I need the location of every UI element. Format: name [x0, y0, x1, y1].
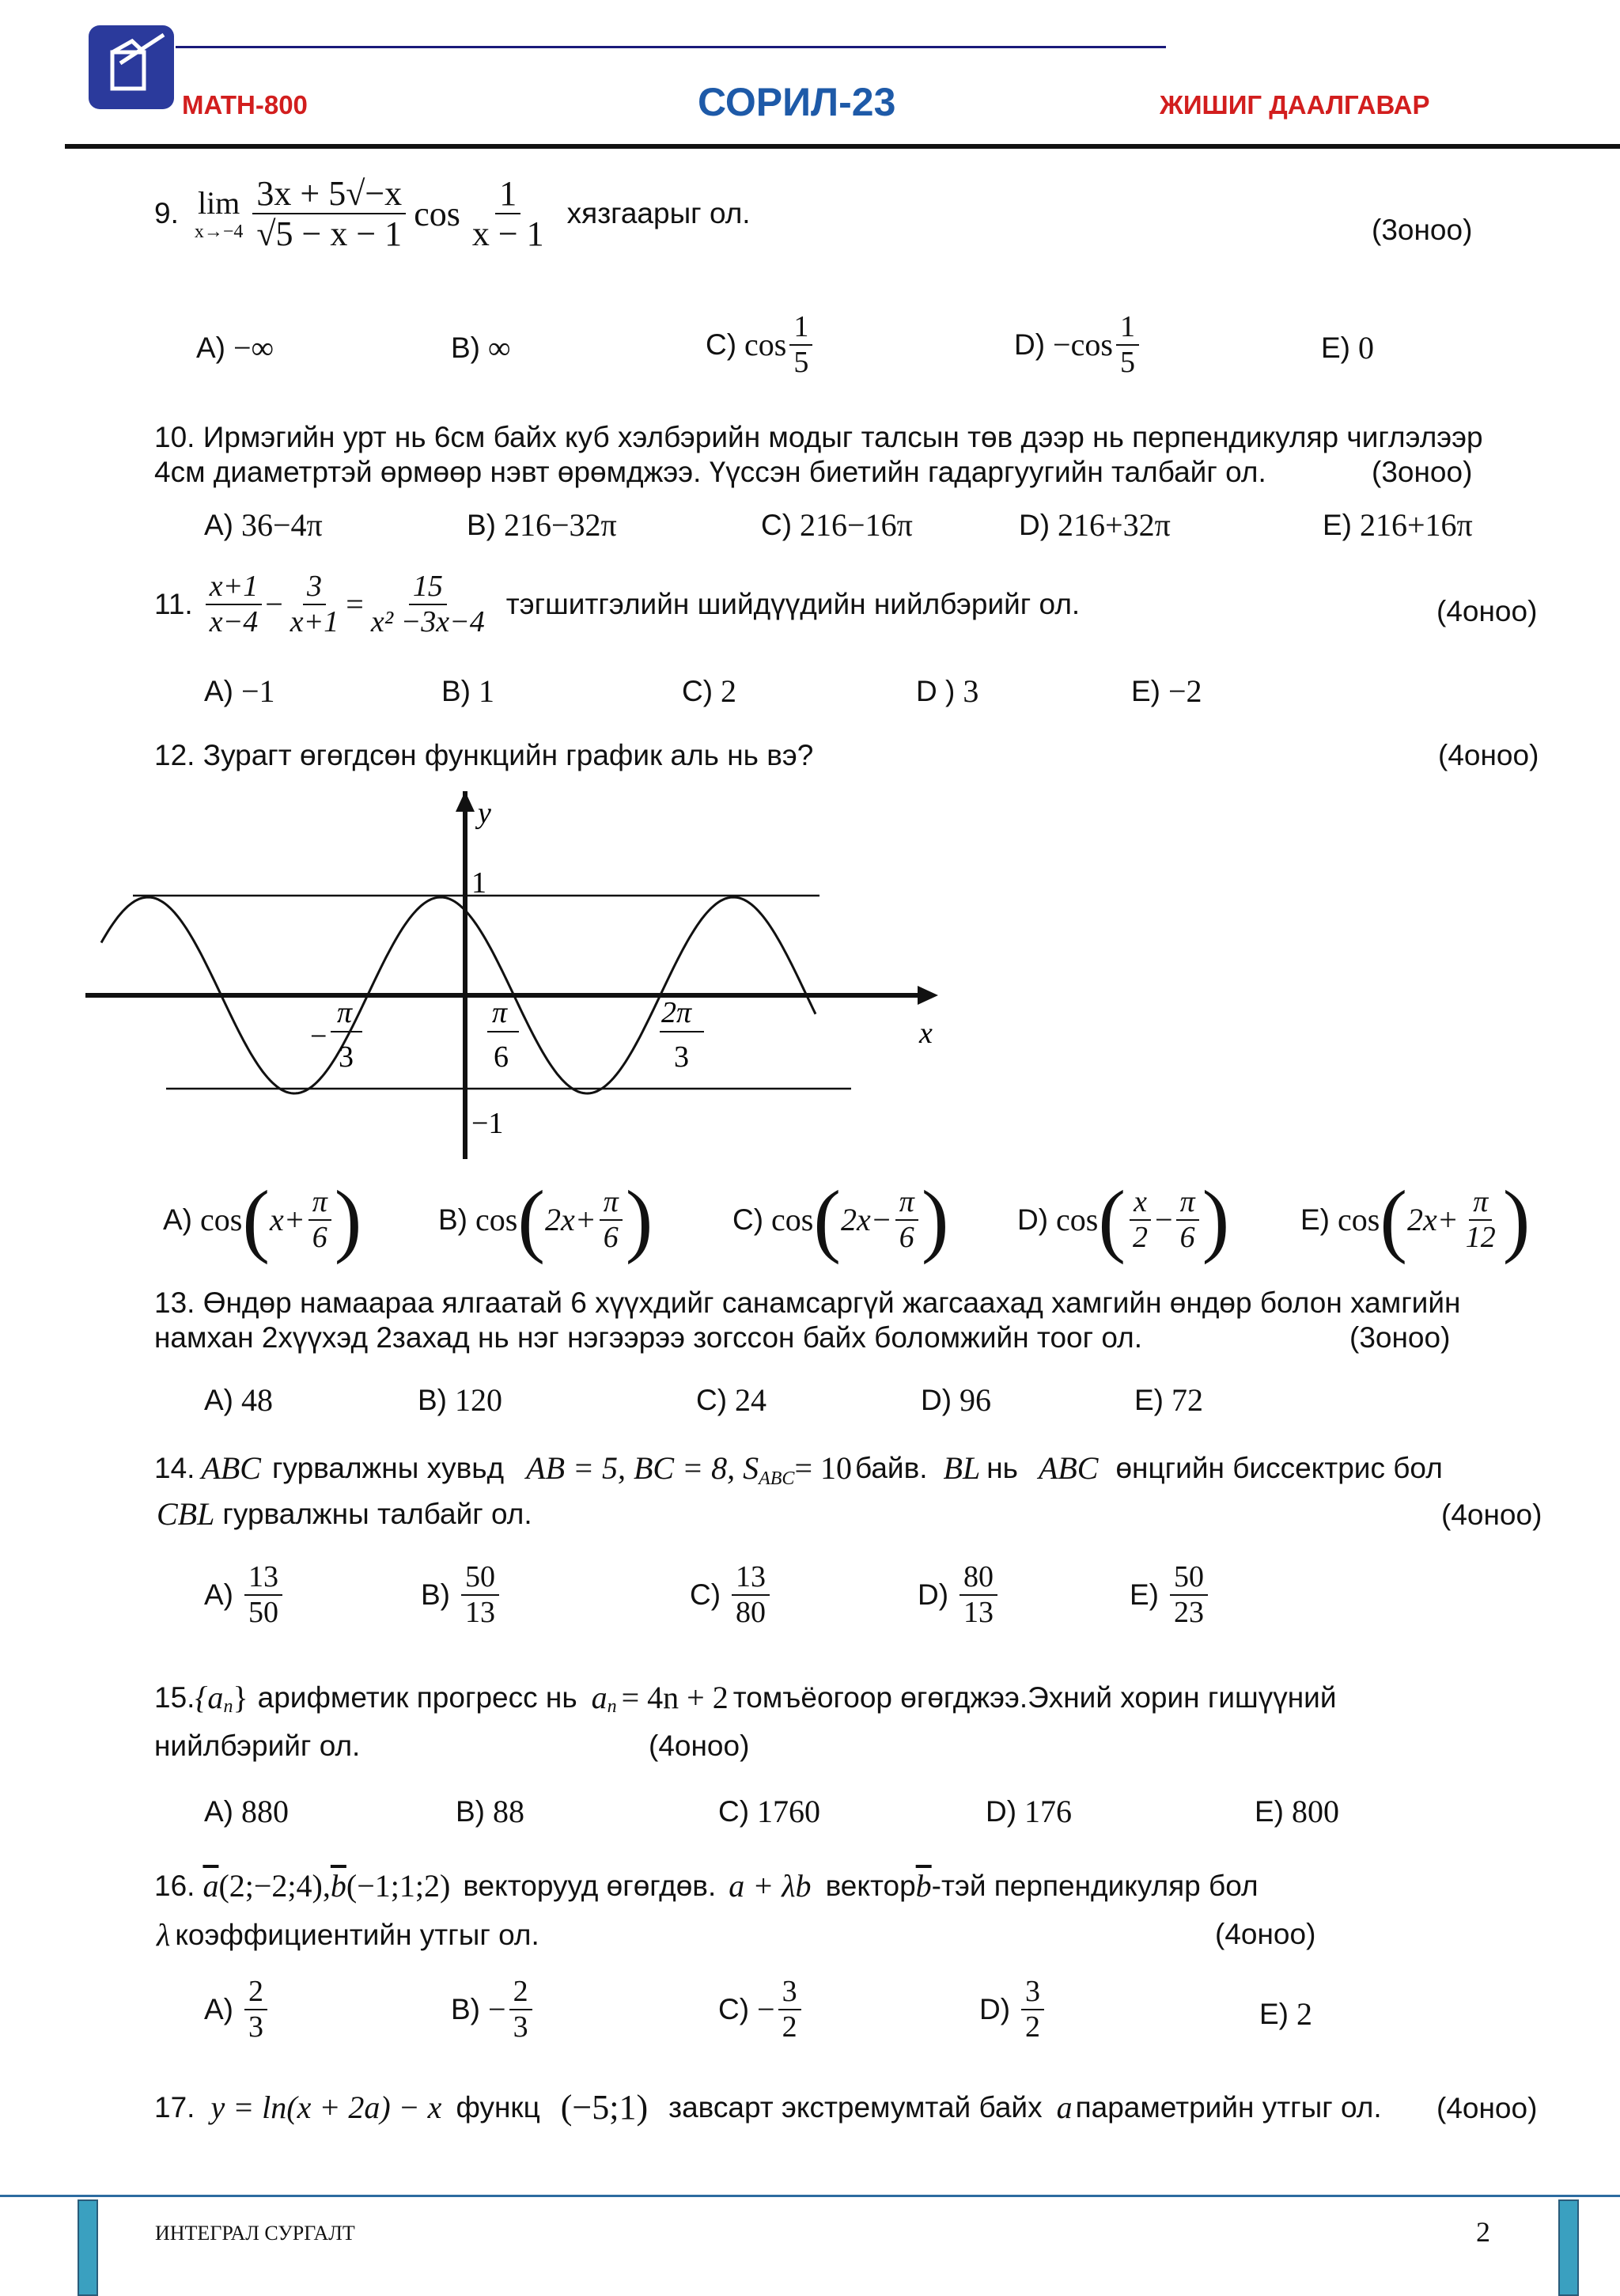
q14-option-c: C) $\frac{13}{80}$ [690, 1560, 773, 1629]
q16-points: (4оноо) [1215, 1918, 1316, 1950]
q16-option-d: D) $\frac{3}{2}$ [979, 1975, 1047, 2044]
y-label: y [478, 797, 491, 830]
x-label: x [919, 1017, 933, 1050]
q16-option-e: E) 2 [1259, 1996, 1312, 2032]
label-one: 1 [471, 866, 486, 900]
q10-option-e: E) 216+16π [1323, 507, 1473, 543]
q9-lim: lim [197, 185, 240, 222]
q13-line1: 13. Өндөр намаараа ялгаатай 6 хүүхдийг санамсаргүй жагсаахад хамгийн өндөр болон хамгийн [154, 1286, 1461, 1319]
q12-option-b: B) cos ( 2x+ $\frac{\pi}{6}$ ) [438, 1174, 653, 1265]
q16-line1: 16. $\overline{a}$ (2;−2;4), $\overline{b}$ (−1;1;2) векторууд өгөгдөв. a + λb вектор $\overline{b}$ -тэй перпендикуляр бол [154, 1868, 1259, 1904]
q12-option-c: C) cos ( 2x− $\frac{\pi}{6}$ ) [732, 1174, 949, 1265]
tick-neg-sign: − [310, 1020, 327, 1053]
q11-option-a: A) −1 [204, 673, 275, 709]
footer-bar-right [1558, 2199, 1579, 2296]
q12-stem: 12. Зурагт өгөгдсөн функцийн график аль нь вэ? [154, 739, 814, 771]
q15-option-e: E) 800 [1255, 1794, 1339, 1829]
q11-option-b: B) 1 [441, 673, 494, 709]
q9-lim-sub: x→−4 [194, 222, 244, 243]
q9-frac1: $\frac{3x + 5√-x}{√5 - x - 1}$ [252, 174, 406, 254]
q15-points: (4оноо) [649, 1730, 750, 1762]
q13-option-c: C) 24 [696, 1382, 767, 1418]
q13-option-d: D) 96 [921, 1382, 992, 1418]
q9-stem: 9. lim x→−4 $\frac{3x + 5√-x}{√5 - x - 1}$ cos $\frac{1}{x - 1}$ хязгаарыг ол. [154, 174, 751, 254]
q10-option-b: B) 216−32π [467, 507, 617, 543]
tick1-den: 3 [339, 1040, 354, 1074]
q9-option-d: D) −cos $\frac{1}{5}$ [1014, 310, 1142, 379]
q9-frac2: $\frac{1}{x - 1}$ [471, 174, 544, 254]
q12-option-d: D) cos ( $\frac{x}{2}$ − $\frac{\pi}{6}$ ) [1017, 1174, 1230, 1265]
q13-option-e: E) 72 [1134, 1382, 1203, 1418]
y-axis-arrow [456, 791, 475, 812]
q10-option-c: C) 216−16π [761, 507, 913, 543]
q13-option-a: A) 48 [204, 1382, 273, 1418]
q16-option-a: A) $\frac{2}{3}$ [204, 1975, 271, 2044]
q13-points: (3оноо) [1349, 1321, 1451, 1354]
q11-option-c: C) 2 [682, 673, 737, 709]
q15-line1: 15. {a n } арифметик прогресс нь a n = 4n + 2 томъёогоор өгөгджээ.Эхний хорин гишүүний [154, 1680, 1337, 1717]
q16-option-c: C) − $\frac{3}{2}$ [718, 1975, 804, 2044]
q14-option-e: E) $\frac{50}{23}$ [1130, 1560, 1211, 1629]
q13-option-b: B) 120 [418, 1382, 502, 1418]
q16-line2: λ коэффициентийн утгыг ол. [157, 1917, 539, 1953]
tick3-num: 2π [661, 996, 692, 1029]
q10-option-a: A) 36−4π [204, 507, 323, 543]
q10-line1: 10. Ирмэгийн урт нь 6см байх куб хэлбэрийн модыг талсын төв дээр нь перпендикуляр чиглэлээр [154, 421, 1483, 453]
q15-line2: нийлбэрийг ол. [154, 1730, 361, 1762]
q14-line1: 14. ABC гурвалжны хувьд AB = 5, BC = 8, S ABC = 10 байв. BL нь ABC өнцгийн биссектрис бол [154, 1450, 1443, 1489]
q11-points: (4оноо) [1436, 595, 1538, 627]
q15-option-c: C) 1760 [718, 1794, 821, 1829]
tick2-num: π [492, 996, 508, 1029]
x-axis-arrow [918, 986, 938, 1005]
tick3-den: 3 [674, 1040, 689, 1074]
q14-points: (4оноо) [1441, 1498, 1542, 1531]
q11-option-d: D ) 3 [916, 673, 979, 709]
q15-option-a: A) 880 [204, 1794, 289, 1829]
q9-option-b: B) ∞ [451, 330, 511, 366]
q11-option-e: E) −2 [1131, 673, 1202, 709]
q14-option-a: A) $\frac{13}{50}$ [204, 1560, 286, 1629]
q15-option-d: D) 176 [986, 1794, 1073, 1829]
footer-rule [0, 2195, 1620, 2197]
q11-stem: 11. $\frac{x+1}{x-4}$ − $\frac{3}{x+1}$ = $\frac{15}{\text{x² −3x−4}}$ тэгшитгэлийн шийдүүдийн нийлбэрийг ол. [154, 570, 1081, 638]
q9-option-a: A) −∞ [196, 330, 274, 366]
q12-option-e: E) cos ( 2x+ $\frac{\pi}{12}$ ) [1300, 1174, 1531, 1265]
q15-option-b: B) 88 [456, 1794, 524, 1829]
q12-option-a: A) cos ( x+ $\frac{\pi}{6}$ ) [163, 1174, 362, 1265]
page-title: СОРИЛ-23 [698, 80, 896, 124]
tick2-den: 6 [494, 1040, 509, 1074]
q13-line2: намхан 2хүүхэд 2захад нь нэг нэгээрээ зогссон байх боломжийн тоог ол. [154, 1321, 1143, 1354]
page-number: 2 [1476, 2216, 1490, 2248]
q10-line2: 4см диаметртэй өрмөөр нэвт өрөмджээ. Үүссэн биетийн гадаргуугийн талбайг ол. [154, 456, 1266, 488]
q12-points: (4оноо) [1438, 739, 1539, 771]
footer-bar-left [78, 2199, 98, 2296]
q10-option-d: D) 216+32π [1019, 507, 1171, 543]
tick1-num: π [337, 996, 353, 1029]
q9-option-e: E) 0 [1321, 330, 1374, 366]
label-minus-one: −1 [471, 1107, 504, 1140]
q9-points: (3оноо) [1372, 214, 1473, 246]
q9-option-c: C) cos $\frac{1}{5}$ [706, 310, 816, 379]
q10-points: (3оноо) [1372, 456, 1473, 488]
q17-stem: 17. y = ln(x + 2a) − x функц (−5;1) завсарт экстремумтай байх a параметрийн утгыг ол. [154, 2088, 1382, 2127]
q17-points: (4оноо) [1436, 2092, 1538, 2124]
footer-label: ИНТЕГРАЛ СУРГАЛТ [155, 2222, 355, 2245]
q14-option-b: B) $\frac{50}{13}$ [421, 1560, 502, 1629]
header-right: ЖИШИГ ДААЛГАВАР [1160, 90, 1430, 119]
q14-line2: CBL гурвалжны талбайг ол. [157, 1496, 532, 1532]
q14-option-d: D) $\frac{80}{13}$ [918, 1560, 1001, 1629]
header-brand: MATH-800 [182, 90, 308, 119]
q16-option-b: B) − $\frac{2}{3}$ [451, 1975, 536, 2044]
